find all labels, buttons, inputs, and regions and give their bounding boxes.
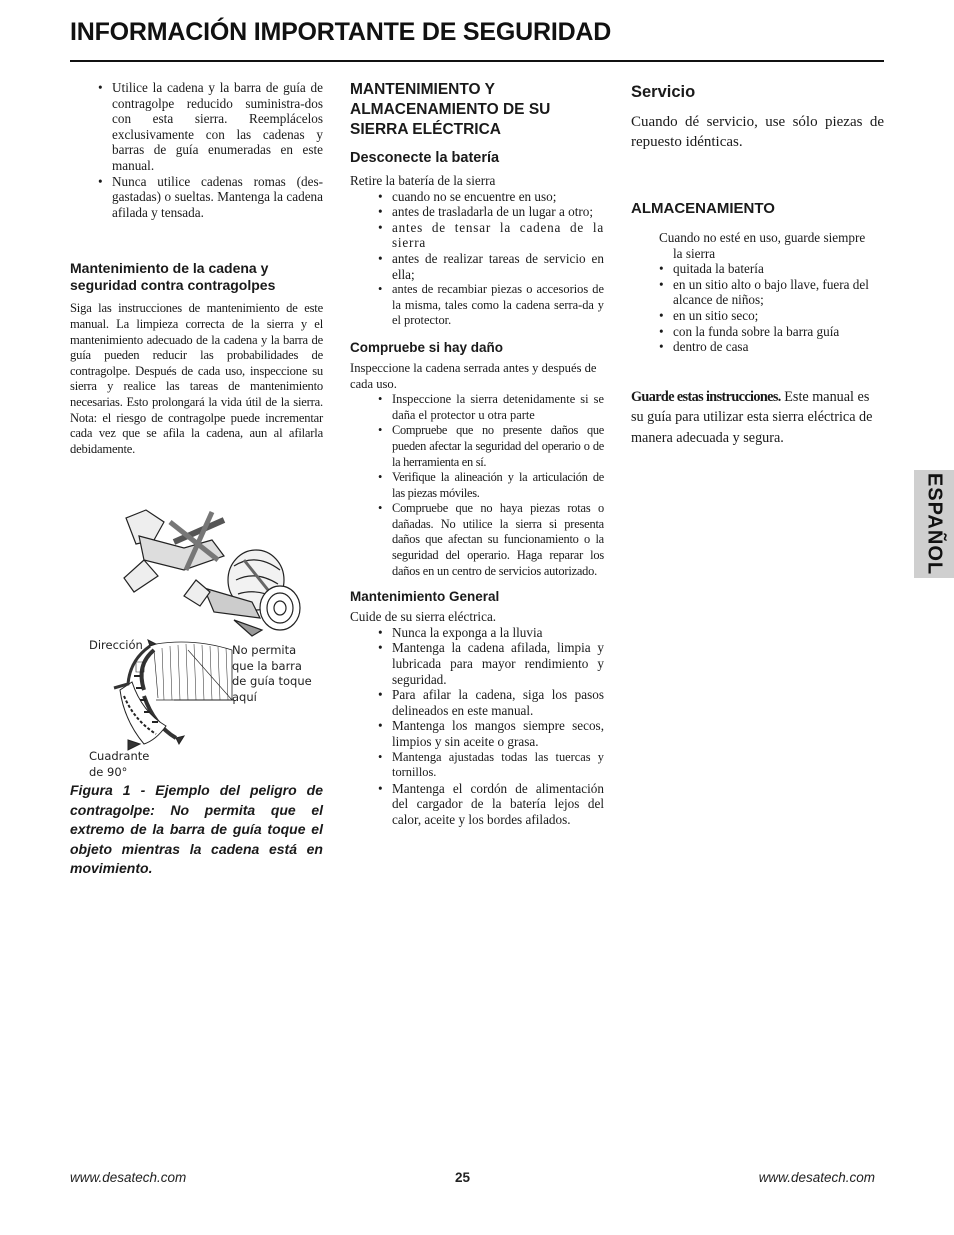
section-heading-service: Servicio [631, 83, 696, 101]
section-heading-disconnect-battery: Desconecte la batería [350, 150, 500, 166]
disconnect-intro: Retire la batería de la sierra [350, 173, 496, 188]
list-item: • Mantenga el cordón de alimentación del cargador de la batería lejos del calor, aceite y los bordes afilados. [378, 781, 604, 828]
column-middle [350, 80, 604, 828]
list-item: • antes de realizar tareas de servicio en ella; [378, 251, 604, 282]
list-item: • en un sitio alto o bajo llave, fuera del alcance de niños; [659, 277, 884, 308]
storage-intro-cont: la sierra [673, 245, 716, 261]
label-direction: Dirección [89, 638, 143, 652]
section-heading-maintenance-storage: MANTENIMIENTO Y ALMACENAMIENTO DE SU SIERRA ELÉCTRICA [350, 81, 551, 138]
list-item: • antes de trasladarla de un lugar a otro; [378, 204, 604, 220]
list-item: • Utilice la cadena y la barra de guía de contragolpe reducido suministra-dos con esta sierra. Reemplácelos exclusivamente con las cadenas y barras de guía enumeradas en este manual. [98, 80, 323, 174]
title-divider [70, 60, 884, 62]
check-damage-intro: Inspeccione la cadena serrada antes y después de cada uso. [350, 360, 597, 391]
disconnect-list [378, 189, 604, 329]
language-tab [914, 470, 954, 578]
general-maintenance-list [378, 625, 604, 828]
list-item: • Mantenga los mangos siempre secos, limpios y sin aceite o grasa. [378, 718, 604, 749]
list-item: • cuando no se encuentre en uso; [378, 189, 604, 205]
list-item: • con la funda sobre la barra guía [659, 324, 884, 340]
list-item: • Mantenga ajustadas todas las tuercas y tornillos. [378, 750, 604, 781]
list-item: • Verifique la alineación y la articulación de las piezas móviles. [378, 470, 604, 501]
chain-maintenance-paragraph: Siga las instrucciones de mantenimiento de este manual. La limpieza correcta de la sierra y el mantenimiento adecuado de la cadena y la barra de guía pueden reducir las probabilidades de contragolpe. Después de cada uso, inspeccione su sierra y realice las tareas de mantenimiento necesarias. Esto prolongará la vida útil de la sierra. Nota: el riesgo de contragolpe puede incrementar cada vez que se afila la cadena, aun al afilarla debidamente. [70, 301, 323, 456]
section-heading-chain-maintenance: Mantenimiento de la cadena y seguridad contra contragolpes [70, 260, 276, 293]
keep-instructions-text: Este manual es su guía para utilizar esta sierra eléctrica de manera adecuada y segura. [631, 388, 873, 446]
list-item: • Inspeccione la sierra detenidamente si se daña el protector u otra parte [378, 392, 604, 423]
check-damage-list [378, 392, 604, 579]
service-text: Cuando dé servicio, use sólo piezas de repuesto idénticas. [631, 114, 884, 150]
column-left [70, 80, 323, 457]
list-item: • Compruebe que no presente daños que pueden afectar la seguridad del operario o de la herramienta en sí. [378, 423, 604, 470]
section-heading-check-damage: Compruebe si hay daño [350, 339, 504, 355]
list-item: • Nunca utilice cadenas romas (des-gastadas) o sueltas. Mantenga la cadena afilada y tensada. [98, 174, 323, 221]
keep-instructions [631, 387, 884, 449]
figure-caption: Figura 1 - Ejemplo del peligro de contragolpe: No permita que el extremo de la barra de guía toque el objeto mientras la cadena está en movimiento. [70, 782, 323, 876]
keep-instructions-bold: Guarde estas instrucciones. [631, 388, 781, 405]
chain-bullets [98, 80, 323, 220]
list-item: • Mantenga la cadena afilada, limpia y lubricada para mayor rendimiento y seguridad. [378, 640, 604, 687]
list-item: • Nunca la exponga a la lluvia [378, 625, 604, 641]
list-item: • antes de recambiar piezas o accesorios de la misma, tales como la cadena serra-da y el protector. [378, 282, 604, 329]
label-no-touch: No permita que la barra de guía toque aquí [232, 643, 312, 704]
page-title: INFORMACIÓN IMPORTANTE DE SEGURIDAD [70, 18, 612, 46]
storage-list [659, 261, 884, 355]
section-heading-storage: ALMACENAMIENTO [631, 200, 775, 217]
general-maintenance-intro: Cuide de su sierra eléctrica. [350, 609, 497, 625]
language-tab-label: ESPAÑOL [923, 472, 946, 576]
label-quadrant: Cuadrante de 90° [89, 749, 150, 779]
list-item: • Para afilar la cadena, siga los pasos delineados en este manual. [378, 687, 604, 718]
page-number: 25 [455, 1170, 471, 1185]
list-item: • dentro de casa [659, 339, 884, 355]
kickback-figure [84, 500, 324, 785]
list-item: • en un sitio seco; [659, 308, 884, 324]
section-heading-general-maintenance: Mantenimiento General [350, 589, 500, 605]
column-right [631, 80, 884, 448]
footer-website-left: www.desatech.com [70, 1170, 187, 1185]
list-item: • quitada la batería [659, 261, 884, 277]
storage-intro: Cuando no esté en uso, guarde siempre [659, 230, 866, 245]
footer-website-right: www.desatech.com [758, 1170, 875, 1185]
list-item: • antes de tensar la cadena de la sierra [378, 220, 604, 251]
list-item: • Compruebe que no haya piezas rotas o dañadas. No utilice la sierra si presenta daños que afectan su funcionamiento o la seguridad del operario. Haga reparar los daños en un centro de servicios autorizado. [378, 501, 604, 579]
